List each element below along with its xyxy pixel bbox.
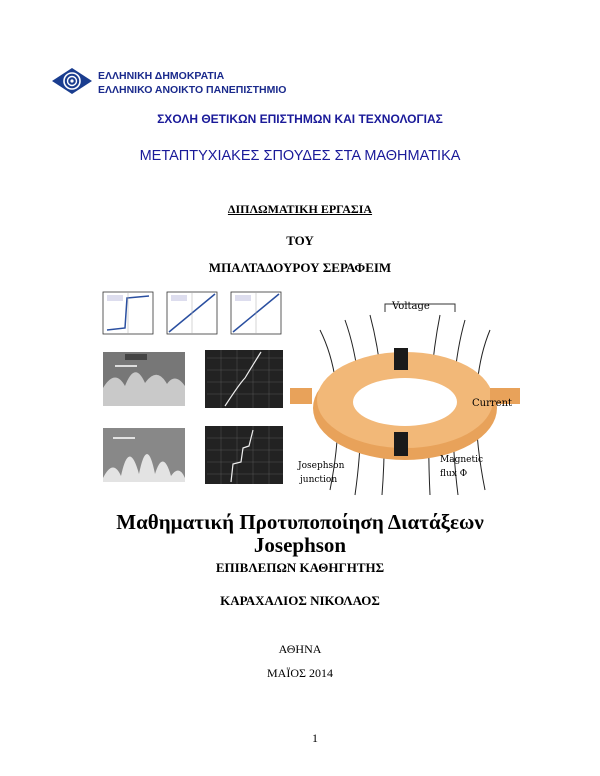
- fraunhofer-plot-1: [103, 352, 185, 406]
- iv-plot-1: [103, 292, 153, 334]
- program-name: ΜΕΤΑΠΤΥΧΙΑΚΕΣ ΣΠΟΥΔΕΣ ΣΤΑ ΜΑΘΗΜΑΤΙΚΑ: [139, 148, 461, 164]
- institution-line-2: ΕΛΛΗΝΙΚΟ ΑΝΟΙΚΤΟ ΠΑΝΕΠΙΣΤΗΜΙΟ: [98, 84, 287, 96]
- iv-plot-2: [167, 292, 217, 334]
- josephson-ring-figure: [290, 290, 520, 500]
- junction-label-1: Josephson: [298, 461, 345, 471]
- plots-collage: [95, 288, 287, 500]
- current-label: Current: [472, 398, 513, 409]
- university-logo: [52, 68, 92, 94]
- city: ΑΘΗΝΑ: [278, 642, 322, 656]
- institution-line-1: ΕΛΛΗΝΙΚΗ ΔΗΜΟΚΡΑΤΙΑ: [98, 70, 225, 82]
- page-number: 1: [312, 731, 318, 745]
- flux-label-1: Magnetic: [440, 455, 484, 465]
- date: ΜΑΪΟΣ 2014: [267, 666, 333, 680]
- author-name: ΜΠΑΛΤΑΔΟΥΡΟΥ ΣΕΡΑΦΕΙΜ: [208, 260, 392, 275]
- iv-plot-3: [231, 292, 281, 334]
- voltage-label: Voltage: [392, 301, 430, 312]
- supervisor-name: ΚΑΡΑΧΑΛΙΟΣ ΝΙΚΟΛΑΟΣ: [220, 593, 380, 608]
- vi-plot-2: [205, 426, 283, 484]
- josephson-ring-graphic: [290, 290, 520, 500]
- document-type: ΔΙΠΛΩΜΑΤΙΚΗ ΕΡΓΑΣΙΑ: [227, 202, 373, 216]
- fraunhofer-plot-2: [103, 428, 185, 482]
- supervisor-label: ΕΠΙΒΛΕΠΩΝ ΚΑΘΗΓΗΤΗΣ: [215, 560, 385, 575]
- vi-plot-1: [205, 350, 283, 408]
- plots-collage-graphic: [95, 288, 287, 500]
- thesis-title-line-1: Μαθηματική Προτυποποίηση Διατάξεων: [116, 510, 484, 534]
- junction-label-2: junction: [300, 475, 338, 485]
- flux-label-2: flux Φ: [440, 469, 468, 479]
- thesis-title-line-2: Josephson: [253, 533, 347, 557]
- school-name: ΣΧΟΛΗ ΘΕΤΙΚΩΝ ΕΠΙΣΤΗΜΩΝ ΚΑΙ ΤΕΧΝΟΛΟΓΙΑΣ: [157, 112, 443, 126]
- of-label: ΤΟΥ: [286, 233, 314, 248]
